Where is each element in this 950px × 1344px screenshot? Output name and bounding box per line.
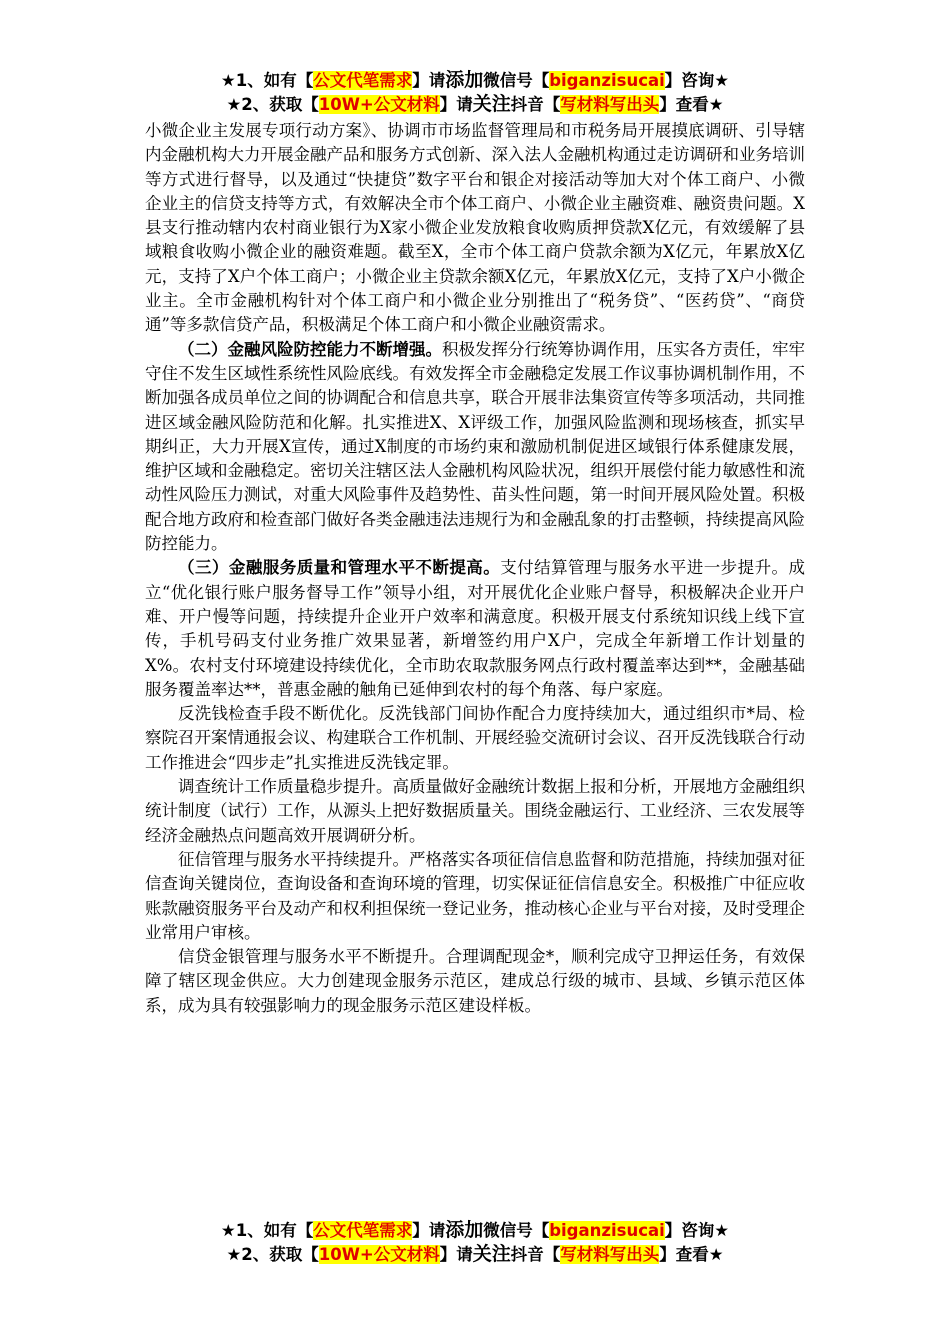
section-heading-3: （三）金融服务质量和管理水平不断提高。 [178, 558, 501, 578]
footer-highlight-wechat-id: biganzisucai [549, 1221, 665, 1240]
banner-line-1: ★1、如有【公文代笔需求】请添加微信号【biganzisucai】咨询★ [220, 69, 730, 91]
document-body [145, 119, 805, 1018]
paragraph-5: 调查统计工作质量稳步提升。高质量做好金融统计数据上报和分析，开展地方金融组织统计制度（试行）工作，从源头上把好数据质量关。围绕金融运行、工业经济、三农发展等经济金融热点问题高效开展调研分析。 [145, 777, 805, 845]
paragraph-4: 反洗钱检查手段不断优化。反洗钱部门间协作配合力度持续加大，通过组织市*局、检察院召开案情通报会议、构建联合工作机制、开展经验交流研讨会议、召开反洗钱联合行动工作推进会“四步走”扎实推进反洗钱定罪。 [145, 704, 805, 772]
footer-banner [0, 1218, 950, 1266]
banner-highlight-service: 公文代笔需求 [313, 71, 413, 90]
paragraph-3: （三）金融服务质量和管理水平不断提高。支付结算管理与服务水平进一步提升。成立“优化银行账户服务督导工作”领导小组，对开展优化企业账户督导，积极解决企业开户难、开户慢等问题，持续提升企业开户效率和满意度。积极开展支付系统知识线上线下宣传，手机号码支付业务推广效果显著，新增签约用户X户，完成全年新增工作计划量的X%。农村支付环境建设持续优化，全市助农取款服务网点行政村覆盖率达到**，金融基础服务覆盖率达**，普惠金融的触角已延伸到农村的每个角落、每户家庭。 [145, 558, 806, 699]
header-banner [0, 68, 950, 116]
section-heading-2: （二）金融风险防控能力不断增强。 [178, 339, 442, 359]
banner-highlight-wechat-id: biganzisucai [549, 71, 665, 90]
paragraph-6: 征信管理与服务水平持续提升。严格落实各项征信信息监督和防范措施，持续加强对征信查询关键岗位，查询设备和查询环境的管理，切实保证征信信息安全。积极推广中征应收账款融资服务平台及动产和权利担保统一登记业务，推动核心企业与平台对接，及时受理企业常用户审核。 [145, 849, 805, 942]
banner-highlight-materials: 10W+公文材料 [318, 95, 440, 114]
paragraph-7: 信贷金银管理与服务水平不断提升。合理调配现金*，顺利完成守卫押运任务，有效保障了辖区现金供应。大力创建现金服务示范区，建成总行级的城市、县域、乡镇示范区体系，成为具有较强影响力的现金服务示范区建设样板。 [145, 947, 805, 1015]
footer-highlight-douyin: 写材料写出头 [560, 1245, 660, 1264]
banner-line-2: ★2、获取【10W+公文材料】请关注抖音【写材料写出头】查看★ [226, 93, 724, 115]
paragraph-2: （二）金融风险防控能力不断增强。积极发挥分行统筹协调作用，压实各方责任，牢牢守住不发生区域性系统性风险底线。有效发挥全市金融稳定发展工作议事协调机制作用，不断加强各成员单位之间的协调配合和信息共享，联合开展非法集资宣传等多项活动，共同推进区域金融风险防范和化解。扎实推进X、X评级工作，加强风险监测和现场核查，抓实早期纠正，大力开展X宣传，通过X制度的市场约束和激励机制促进区域银行体系健康发展，维护区域和金融稳定。密切关注辖区法人金融机构风险状况，组织开展偿付能力敏感性和流动性风险压力测试，对重大风险事件及趋势性、苗头性问题，第一时间开展风险处置。积极配合地方政府和检查部门做好各类金融违法违规行为和金融乱象的打击整顿，持续提高风险防控能力。 [145, 339, 805, 554]
footer-highlight-materials: 10W+公文材料 [318, 1245, 440, 1264]
banner-highlight-douyin: 写材料写出头 [560, 95, 660, 114]
footer-banner-line-1: ★1、如有【公文代笔需求】请添加微信号【biganzisucai】咨询★ [220, 1219, 730, 1241]
footer-highlight-service: 公文代笔需求 [313, 1221, 413, 1240]
footer-banner-line-2: ★2、获取【10W+公文材料】请关注抖音【写材料写出头】查看★ [226, 1243, 724, 1265]
paragraph-1: 小微企业主发展专项行动方案》、协调市市场监督管理局和市税务局开展摸底调研、引导辖内金融机构大力开展金融产品和服务方式创新、深入法人金融机构通过走访调研和业务培训等方式进行督导，以及通过“快捷贷”数字平台和银企对接活动等加大对个体工商户、小微企业主的信贷支持等方式，有效解决全市个体工商户、小微企业主融资难、融资贵问题。X县支行推动辖内农村商业银行为X家小微企业发放粮食收购质押贷款X亿元，有效缓解了县域粮食收购小微企业的融资难题。截至X，全市个体工商户贷款余额为X亿元，年累放X亿元，支持了X户个体工商户；小微企业主贷款余额X亿元，年累放X亿元，支持了X户小微企业主。全市金融机构针对个体工商户和小微企业分别推出了“税务贷”、“医药贷”、“商贷通”等多款信贷产品，积极满足个体工商户和小微企业融资需求。 [145, 121, 805, 335]
